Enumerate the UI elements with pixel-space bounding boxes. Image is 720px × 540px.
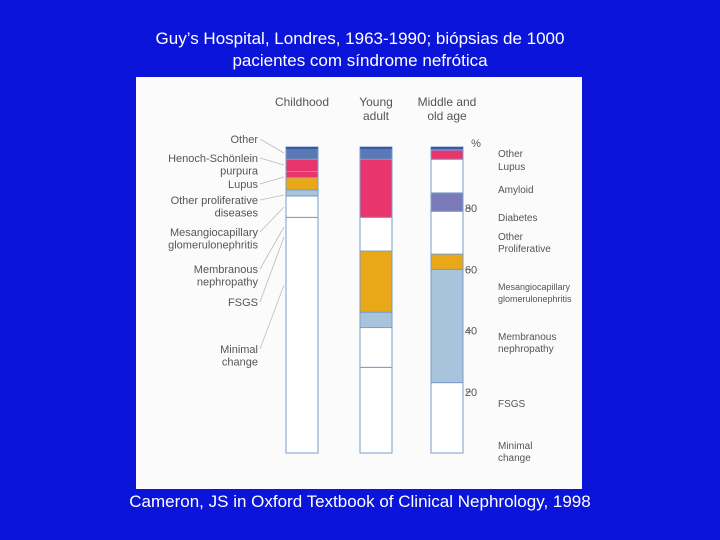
bar-segment-minimal-change bbox=[431, 383, 463, 453]
y-tick-label: 60 bbox=[464, 264, 478, 277]
bar-segment-membranous-nephropathy bbox=[286, 190, 318, 196]
category-label: Middle and bbox=[417, 95, 477, 109]
right-annotation-label: Minimal bbox=[498, 441, 533, 452]
right-annotation-label: change bbox=[498, 453, 531, 464]
left-annotation-label: Minimal bbox=[220, 344, 258, 356]
left-annotation-label: Other proliferative bbox=[170, 195, 258, 207]
left-annotation-label: nephropathy bbox=[196, 276, 258, 289]
bar-segment-diabetes bbox=[431, 193, 463, 211]
left-annotation-label: Lupus bbox=[228, 179, 258, 191]
category-label: Young bbox=[359, 95, 393, 109]
right-annotation-label: Other bbox=[498, 149, 524, 160]
right-annotation-label: Diabetes bbox=[498, 213, 538, 224]
annotation-leader-line bbox=[260, 207, 284, 232]
y-tick-label: 80 bbox=[464, 203, 478, 216]
bar-segment-mesangiocapillary-glomerulonephritis bbox=[360, 251, 392, 312]
bar-segment-lupus bbox=[431, 150, 463, 159]
title-line-2: pacientes com síndrome nefrótica bbox=[232, 51, 488, 70]
bar-segment-mesangiocapillary-glomerulonephritis bbox=[431, 254, 463, 269]
slide-title bbox=[0, 28, 720, 72]
bar-segment-fsgs bbox=[360, 328, 392, 368]
bar-segment-mesangiocapillary-glomerulonephritis bbox=[286, 178, 318, 190]
source-caption: Cameron, JS in Oxford Textbook of Clinical Nephrology, 1998 bbox=[129, 492, 591, 511]
left-annotation-label: Henoch-Schönlein bbox=[168, 153, 258, 165]
y-tick-label: 40 bbox=[464, 325, 478, 338]
annotation-leader-line bbox=[260, 158, 284, 165]
bar-segment-amyloid bbox=[431, 159, 463, 193]
category-label: Childhood bbox=[274, 95, 330, 109]
bar-segment-other-proliferative bbox=[360, 217, 392, 251]
right-annotation-label: glomerulonephritis bbox=[498, 294, 572, 304]
right-annotation-label: nephropathy bbox=[498, 344, 554, 355]
right-annotation-label: Mesangiocapillary bbox=[498, 282, 571, 292]
right-annotation-label: Lupus bbox=[498, 162, 526, 173]
right-annotation-label: Other bbox=[498, 232, 524, 243]
category-label: adult bbox=[362, 109, 390, 123]
category-label: old age bbox=[427, 109, 467, 123]
left-annotation-label: purpura bbox=[220, 165, 258, 178]
bar-segment-minimal-change bbox=[360, 367, 392, 453]
bar-segment-membranous-nephropathy bbox=[360, 312, 392, 327]
left-annotation-label: Membranous bbox=[193, 264, 258, 276]
y-tick-label: 20 bbox=[464, 386, 478, 399]
chart-figure bbox=[136, 77, 582, 489]
y-axis-unit-label: % bbox=[471, 138, 481, 150]
right-annotation-label: Membranous bbox=[498, 332, 557, 343]
annotation-leader-line bbox=[260, 139, 284, 153]
left-annotation-label: Other bbox=[230, 134, 258, 146]
stacked-bar-chart bbox=[136, 77, 582, 489]
bar-segment-other-proliferative bbox=[431, 211, 463, 254]
left-annotation-label: diseases bbox=[214, 207, 258, 220]
bar-segment-minimal-change bbox=[286, 217, 318, 453]
left-annotation-label: change bbox=[221, 356, 258, 369]
bar-segment-lupus bbox=[360, 159, 392, 217]
annotation-leader-line bbox=[260, 195, 284, 200]
left-annotation-label: Mesangiocapillary bbox=[169, 227, 258, 239]
left-annotation-label: glomerulonephritis bbox=[168, 239, 258, 252]
right-annotation-label: Amyloid bbox=[498, 185, 534, 196]
annotation-leader-line bbox=[260, 227, 284, 269]
title-line-1: Guy’s Hospital, Londres, 1963-1990; biópsias de 1000 bbox=[155, 29, 565, 48]
bar-segment-henoch-sch-nlein-purpura bbox=[286, 159, 318, 171]
annotation-leader-line bbox=[260, 237, 284, 302]
bar-segment-membranous-nephropathy bbox=[431, 269, 463, 382]
left-annotation-label: FSGS bbox=[228, 297, 258, 309]
right-annotation-label: FSGS bbox=[498, 399, 526, 410]
right-annotation-label: Proliferative bbox=[498, 244, 551, 255]
bar-segment-fsgs bbox=[286, 196, 318, 217]
bar-segment-lupus bbox=[286, 171, 318, 177]
annotation-leader-line bbox=[260, 285, 284, 349]
annotation-leader-line bbox=[260, 177, 284, 184]
